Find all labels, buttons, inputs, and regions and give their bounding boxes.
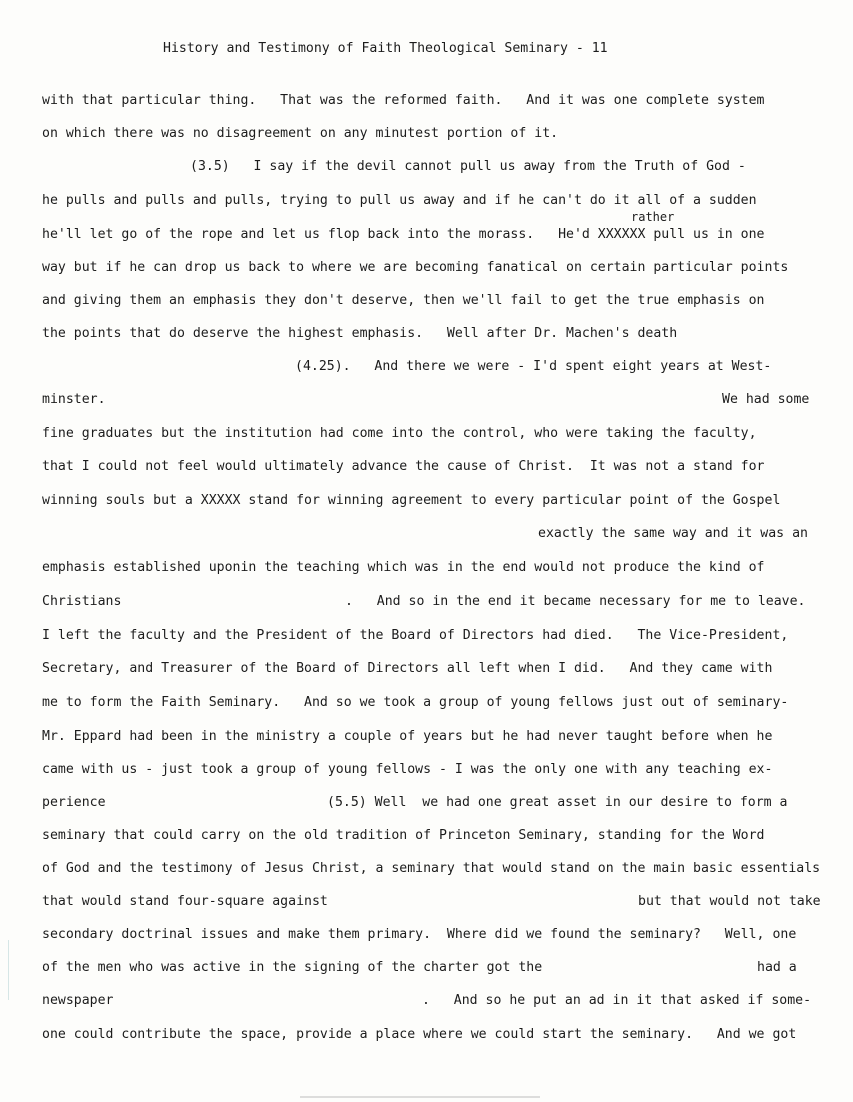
text-line: fine graduates but the institution had come into the control, who were taking the faculty, xyxy=(42,426,757,441)
text-line: that I could not feel would ultimately advance the cause of Christ. It was not a stand for xyxy=(42,459,765,474)
text-line: minster. xyxy=(42,392,106,407)
text-line: way but if he can drop us back to where we are becoming fanatical on certain particular points xyxy=(42,260,789,275)
text-line: came with us - just took a group of young fellows - I was the only one with any teaching ex- xyxy=(42,762,773,777)
text-line: of God and the testimony of Jesus Christ, a seminary that would stand on the main basic essentials xyxy=(42,861,821,876)
text-line: (3.5) I say if the devil cannot pull us away from the Truth of God - xyxy=(190,159,746,174)
text-line: one could contribute the space, provide a place where we could start the seminary. And we got xyxy=(42,1027,797,1042)
text-line: the points that do deserve the highest emphasis. Well after Dr. Machen's death xyxy=(42,326,678,341)
text-line: with that particular thing. That was the reformed faith. And it was one complete system xyxy=(42,93,765,108)
text-line: . And so in the end it became necessary for me to leave. xyxy=(345,594,806,609)
text-line: me to form the Faith Seminary. And so we took a group of young fellows just out of seminary- xyxy=(42,695,789,710)
text-line: Christians xyxy=(42,594,122,609)
text-line: perience xyxy=(42,795,106,810)
page-header: History and Testimony of Faith Theological Seminary - 11 xyxy=(163,41,608,56)
text-line: (4.25). And there we were - I'd spent eight years at West- xyxy=(295,359,772,374)
scan-edge-mark xyxy=(8,940,9,1000)
interlinear-correction: rather xyxy=(631,210,675,224)
text-line: exactly the same way and it was an xyxy=(538,526,808,541)
text-line: (5.5) Well we had one great asset in our desire to form a xyxy=(327,795,788,810)
text-line: Mr. Eppard had been in the ministry a couple of years but he had never taught before when he xyxy=(42,729,773,744)
text-line: newspaper xyxy=(42,993,114,1008)
text-line: winning souls but a XXXXX stand for winning agreement to every particular point of the Gospel xyxy=(42,493,781,508)
text-line: I left the faculty and the President of the Board of Directors had died. The Vice-President, xyxy=(42,628,789,643)
text-line: he'll let go of the rope and let us flop back into the morass. He'd XXXXXX pull us in one xyxy=(42,227,765,242)
text-line: but that would not take xyxy=(638,894,821,909)
text-line: emphasis established uponin the teaching which was in the end would not produce the kind of xyxy=(42,560,765,575)
text-line: of the men who was active in the signing of the charter got the xyxy=(42,960,543,975)
text-line: that would stand four-square against xyxy=(42,894,328,909)
text-line: had a xyxy=(757,960,797,975)
text-line: We had some xyxy=(722,392,810,407)
text-line: on which there was no disagreement on any minutest portion of it. xyxy=(42,126,559,141)
text-line: . And so he put an ad in it that asked if some- xyxy=(422,993,812,1008)
text-line: seminary that could carry on the old tradition of Princeton Seminary, standing for the Word xyxy=(42,828,765,843)
text-line: and giving them an emphasis they don't deserve, then we'll fail to get the true emphasis on xyxy=(42,293,765,308)
text-line: Secretary, and Treasurer of the Board of Directors all left when I did. And they came with xyxy=(42,661,773,676)
text-line: secondary doctrinal issues and make them primary. Where did we found the seminary? Well, one xyxy=(42,927,797,942)
scan-smudge xyxy=(300,1096,540,1098)
text-line: he pulls and pulls and pulls, trying to pull us away and if he can't do it all of a sudden xyxy=(42,193,757,208)
